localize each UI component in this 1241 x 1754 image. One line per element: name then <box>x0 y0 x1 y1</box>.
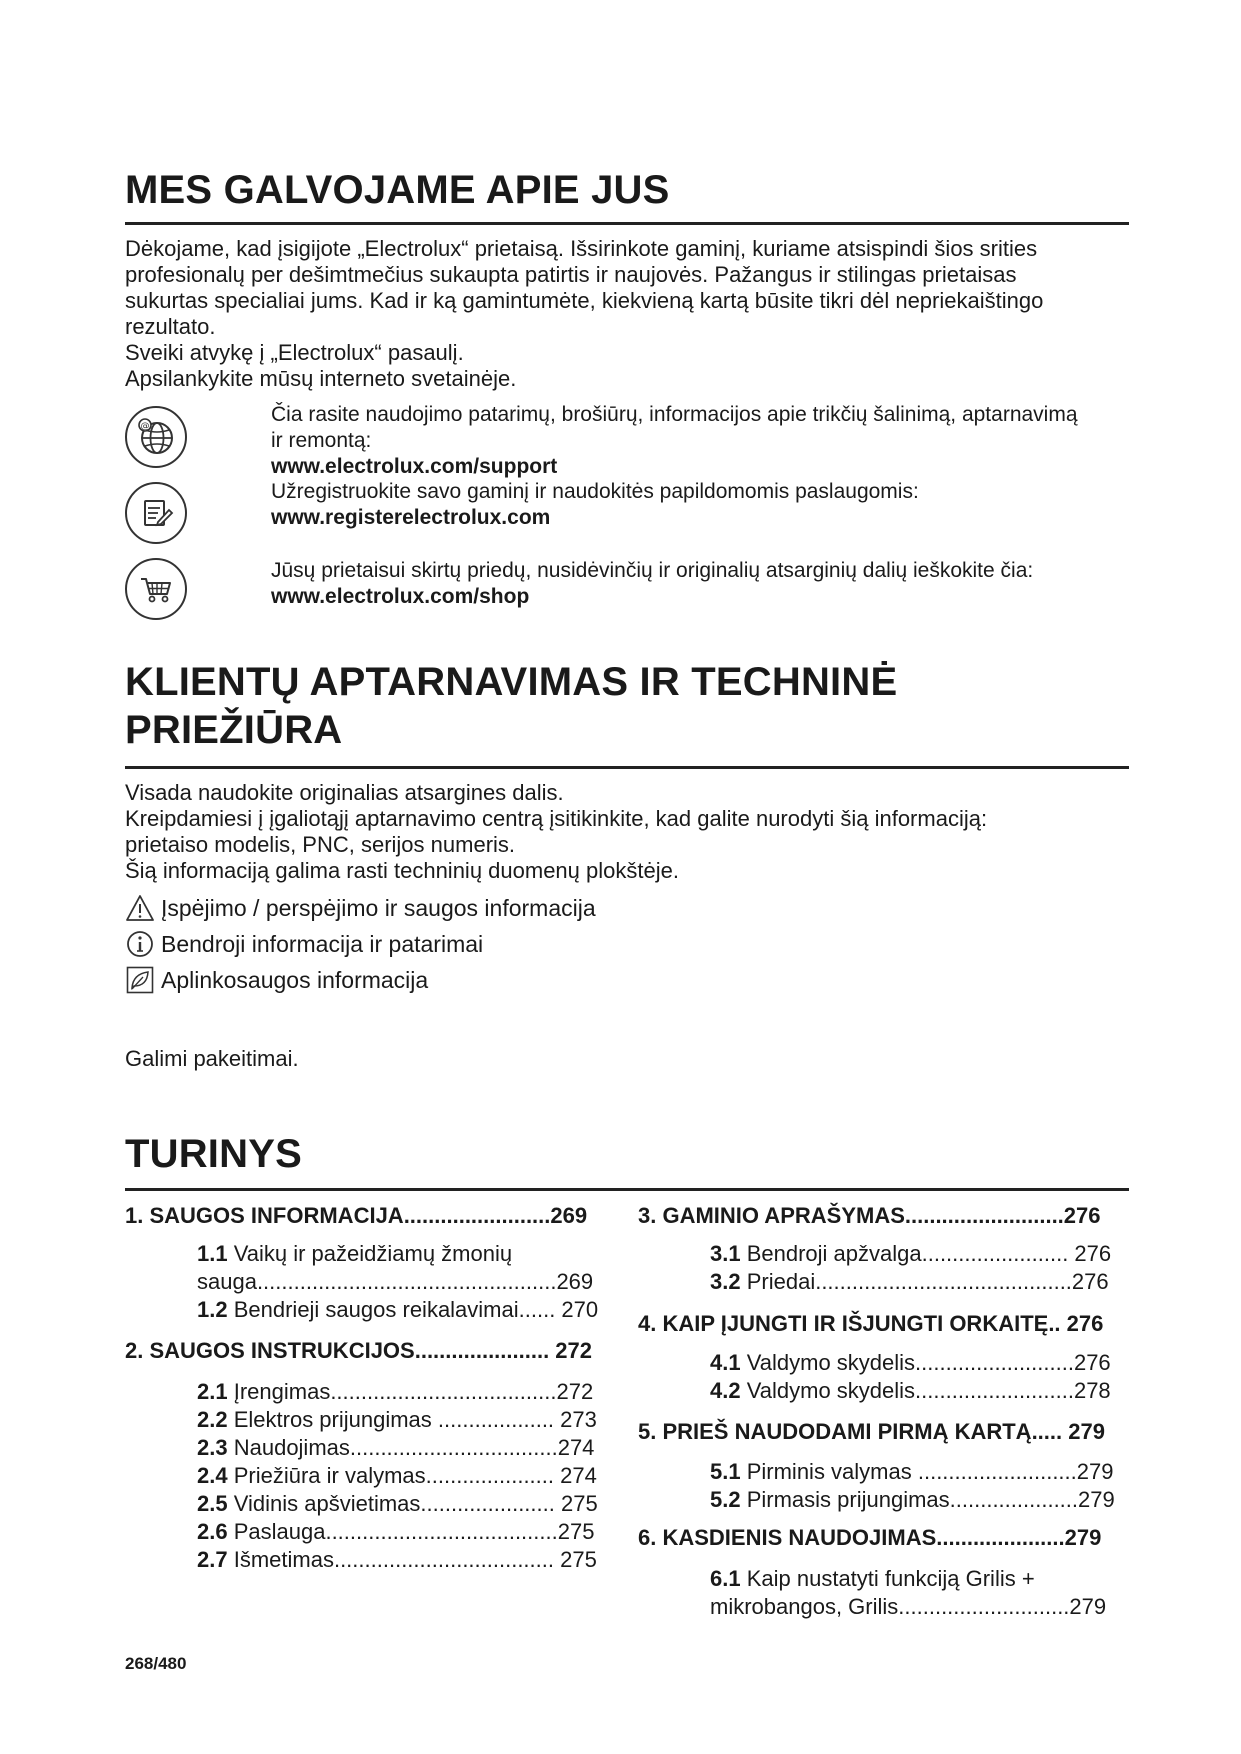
toc-chapter-4[interactable]: 4. KAIP ĮJUNGTI IR IŠJUNGTI ORKAITĘ.. 276 <box>638 1311 1104 1336</box>
toc-chapter-6[interactable]: 6. KASDIENIS NAUDOJIMAS.....................279 <box>638 1525 1102 1550</box>
warning-label: Įspėjimo / perspėjimo ir saugos informacija <box>161 895 596 921</box>
changes-note: Galimi pakeitimai. <box>125 1046 299 1071</box>
toc-text: Priežiūra ir valymas..................... 274 <box>233 1463 597 1488</box>
toc-num: 2.7 <box>197 1547 228 1572</box>
support-line: Čia rasite naudojimo patarimų, brošiūrų, informacijos apie trikčių šalinimą, aptarnavimą <box>271 403 1078 426</box>
toc-text: Kaip nustatyti funkciją Grilis + <box>746 1566 1035 1591</box>
section-title: MES GALVOJAME APIE JUS <box>125 168 670 212</box>
toc-entry[interactable] <box>197 1546 598 1574</box>
toc-num: 2.3 <box>197 1435 228 1460</box>
toc-num: 2.5 <box>197 1491 228 1516</box>
toc-text: Naudojimas..................................274 <box>233 1435 595 1460</box>
env-row <box>125 965 428 995</box>
intro-text <box>125 236 1125 392</box>
intro-line: sukurtas specialiai jums. Kad ir ką gamintumėte, kiekvieną kartą būsite tikri dėl nepriekaištingo <box>125 288 1044 313</box>
toc-text: Bendrieji saugos reikalavimai...... 270 <box>233 1297 599 1322</box>
toc-text: Valdymo skydelis..........................278 <box>746 1378 1111 1403</box>
register-document-icon <box>125 482 187 544</box>
toc-num: 2.2 <box>197 1407 228 1432</box>
toc-left-column <box>125 1202 587 1230</box>
toc-chapter-6-wrap <box>638 1524 1101 1552</box>
toc-entries-3 <box>710 1240 1111 1296</box>
toc-text: Vaikų ir pažeidžiamų žmonių <box>233 1241 513 1266</box>
toc-entries-6 <box>710 1565 1106 1621</box>
intro-line: Dėkojame, kad įsigijote „Electrolux“ prietaisą. Išsirinkote gaminį, kuriame atsispindi šios srities <box>125 236 1038 261</box>
toc-chapter-3-wrap <box>638 1202 1101 1230</box>
section-toc <box>125 1130 1129 1191</box>
title-underline <box>125 766 1129 769</box>
info-row <box>125 929 483 959</box>
toc-entry[interactable] <box>710 1565 1106 1593</box>
toc-chapter-3[interactable]: 3. GAMINIO APRAŠYMAS..........................276 <box>638 1203 1101 1228</box>
shop-row <box>125 556 1129 626</box>
env-label: Aplinkosaugos informacija <box>161 967 429 993</box>
toc-entries-5 <box>710 1458 1115 1514</box>
section-about-us <box>125 166 1129 225</box>
toc-entry-cont[interactable]: sauga.................................................269 <box>197 1269 594 1294</box>
toc-entry[interactable] <box>197 1462 598 1490</box>
toc-entry[interactable] <box>710 1349 1111 1377</box>
toc-entries-4 <box>710 1349 1111 1405</box>
shop-line: Jūsų prietaisui skirtų priedų, nusidėvinčių ir originalių atsarginių dalių ieškokite čia: <box>271 559 1034 582</box>
section-title-line: PRIEŽIŪRA <box>125 708 343 752</box>
toc-entry[interactable] <box>710 1268 1111 1296</box>
toc-entry[interactable] <box>197 1434 598 1462</box>
intro-line: Apsilankykite mūsų interneto svetainėje. <box>125 366 517 391</box>
service-line: prietaiso modelis, PNC, serijos numeris. <box>125 832 516 857</box>
globe-at-icon <box>125 406 187 468</box>
warning-row <box>125 893 596 923</box>
service-line: Kreipdamiesi į įgaliotąjį aptarnavimo centrą įsitikinkite, kad galite nurodyti šią informaciją: <box>125 806 988 831</box>
section-title <box>125 658 1129 754</box>
service-text <box>125 780 1125 884</box>
toc-num: 2.1 <box>197 1379 228 1404</box>
section-title-line: KLIENTŲ APTARNAVIMAS IR TECHNINĖ <box>125 660 898 704</box>
toc-text: Įrengimas.....................................272 <box>233 1379 594 1404</box>
intro-line: profesionalų per dešimtmečius sukaupta patirtis ir naujovės. Pažangus ir stilingas prietaisas <box>125 262 1017 287</box>
toc-entry[interactable] <box>197 1406 598 1434</box>
toc-text: Pirminis valymas ..........................279 <box>746 1459 1114 1484</box>
toc-text: Pirmasis prijungimas.....................279 <box>746 1487 1115 1512</box>
toc-chapter-2[interactable]: 2. SAUGOS INSTRUKCIJOS...................... 272 <box>125 1338 593 1363</box>
register-line: Užregistruokite savo gaminį ir naudokitės papildomomis paslaugomis: <box>271 480 919 503</box>
info-label: Bendroji informacija ir patarimai <box>161 931 484 957</box>
toc-text: Paslauga......................................275 <box>233 1519 595 1544</box>
toc-chapter-5-wrap <box>638 1418 1105 1446</box>
service-line: Visada naudokite originalias atsargines dalis. <box>125 780 564 805</box>
toc-text: Elektros prijungimas ................... 273 <box>233 1407 597 1432</box>
page-number: 268/480 <box>125 1654 187 1673</box>
title-underline <box>125 1188 1129 1191</box>
toc-num: 2.4 <box>197 1463 228 1488</box>
shop-link[interactable]: www.electrolux.com/shop <box>271 585 530 608</box>
toc-entries-2 <box>197 1378 598 1574</box>
support-text <box>271 402 1241 480</box>
toc-num: 5.2 <box>710 1487 741 1512</box>
shop-text <box>271 558 1241 610</box>
toc-entries-1 <box>197 1240 598 1324</box>
toc-text: Bendroji apžvalga........................ 276 <box>746 1241 1112 1266</box>
toc-entry[interactable] <box>710 1458 1115 1486</box>
toc-text: Išmetimas.................................... 275 <box>233 1547 597 1572</box>
support-link[interactable]: www.electrolux.com/support <box>271 455 558 478</box>
toc-entry[interactable] <box>197 1518 598 1546</box>
svg-text:@: @ <box>140 421 150 432</box>
toc-entry[interactable] <box>710 1377 1111 1405</box>
toc-text: Valdymo skydelis..........................276 <box>746 1350 1111 1375</box>
toc-num: 6.1 <box>710 1566 741 1591</box>
intro-line: Sveiki atvykę į „Electrolux“ pasaulį. <box>125 340 464 365</box>
toc-chapter-2-wrap <box>125 1337 592 1365</box>
title-underline <box>125 222 1129 225</box>
toc-text: Priedai..........................................276 <box>746 1269 1109 1294</box>
toc-text: Vidinis apšvietimas...................... 275 <box>233 1491 598 1516</box>
section-title: TURINYS <box>125 1132 302 1176</box>
toc-num: 1.1 <box>197 1241 228 1266</box>
support-row <box>125 403 1129 478</box>
support-line: ir remontą: <box>271 429 372 452</box>
leaf-icon <box>125 965 155 995</box>
toc-entry[interactable] <box>197 1296 598 1324</box>
toc-entry[interactable] <box>710 1240 1111 1268</box>
toc-num: 3.2 <box>710 1269 741 1294</box>
toc-num: 1.2 <box>197 1297 228 1322</box>
toc-chapter-4-wrap <box>638 1310 1103 1338</box>
warning-triangle-icon <box>125 893 155 923</box>
service-line: Šią informaciją galima rasti techninių duomenų plokštėje. <box>125 858 679 883</box>
toc-num: 3.1 <box>710 1241 741 1266</box>
toc-entry[interactable] <box>710 1486 1115 1514</box>
shopping-cart-icon <box>125 558 187 620</box>
toc-entry[interactable] <box>197 1378 598 1406</box>
toc-num: 5.1 <box>710 1459 741 1484</box>
toc-num: 4.1 <box>710 1350 741 1375</box>
toc-entry[interactable] <box>197 1490 598 1518</box>
intro-line: rezultato. <box>125 314 216 339</box>
toc-num: 2.6 <box>197 1519 228 1544</box>
info-icon <box>125 929 155 959</box>
toc-chapter-5[interactable]: 5. PRIEŠ NAUDODAMI PIRMĄ KARTĄ..... 279 <box>638 1419 1105 1444</box>
toc-entry-cont[interactable]: mikrobangos, Grilis............................279 <box>710 1594 1107 1619</box>
toc-chapter-1[interactable]: 1. SAUGOS INFORMACIJA........................269 <box>125 1203 588 1228</box>
section-customer-service <box>125 658 1129 769</box>
register-text <box>271 479 1241 531</box>
register-row <box>125 480 1129 550</box>
register-link[interactable]: www.registerelectrolux.com <box>271 506 551 529</box>
toc-entry[interactable] <box>197 1240 598 1268</box>
toc-num: 4.2 <box>710 1378 741 1403</box>
